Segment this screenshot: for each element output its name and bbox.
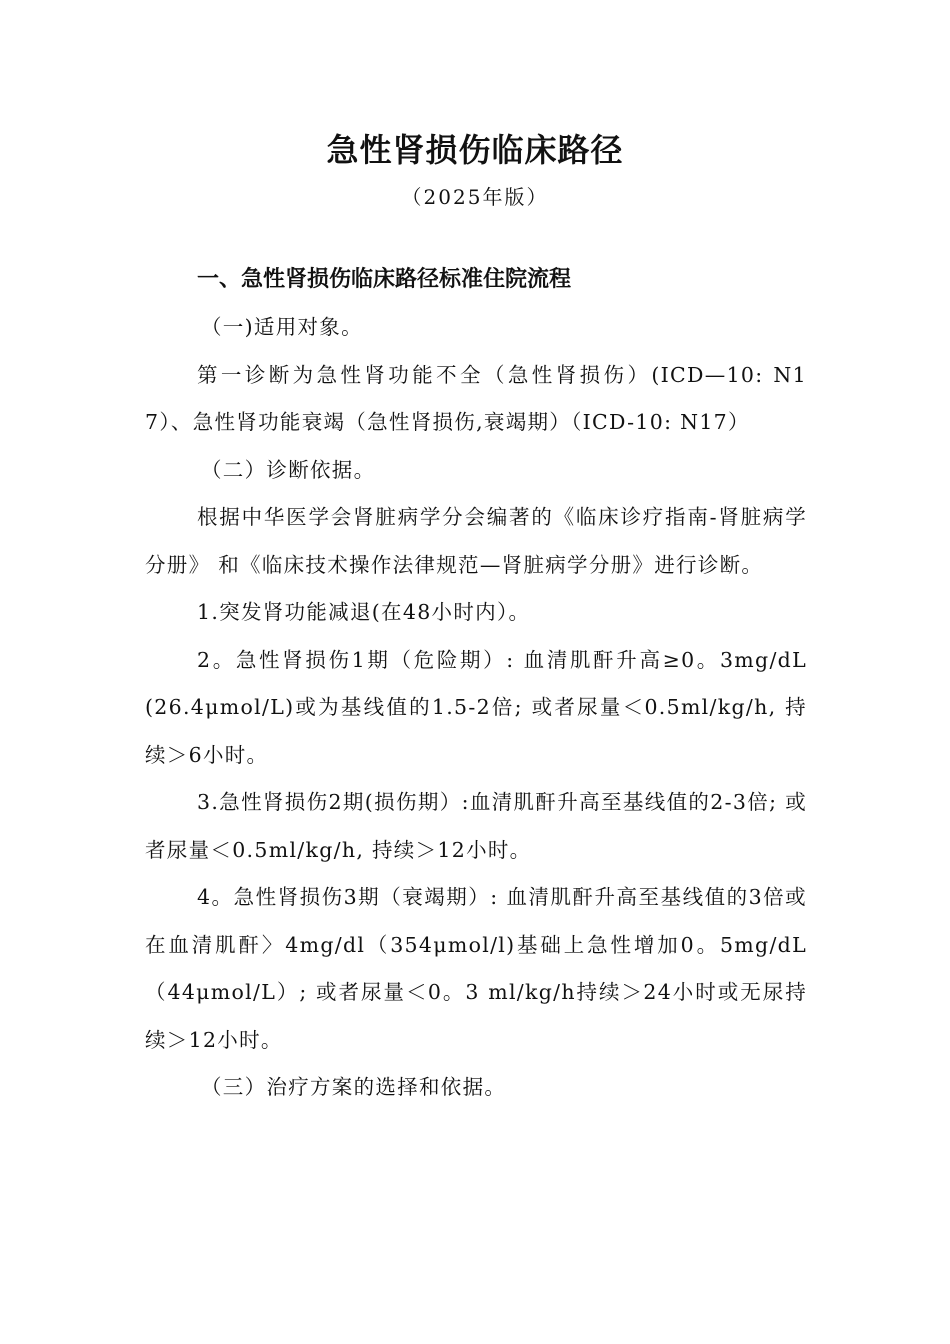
subsection-heading-treatment-plan: （三）治疗方案的选择和依据。 — [201, 1075, 507, 1099]
criteria-item: 4。急性肾损伤3期（衰竭期）: 血清肌酐升高至基线值的3倍或在血清肌酐〉4mg/dl（354μmol/l)基础上急性增加0。5mg/dL（44μmol/L）; 或者尿量＜0。3 ml/kg/h持续＞24小时或无尿持续＞12小时。 — [145, 885, 807, 1052]
criteria-item: 1.突发肾功能减退(在48小时内）。 — [197, 600, 531, 624]
section-heading: 一、急性肾损伤临床路径标准住院流程 — [197, 267, 572, 292]
criteria-item: 3.急性肾损伤2期(损伤期）:血清肌酐升高至基线值的2-3倍; 或者尿量＜0.5ml/kg/h, 持续＞12小时。 — [145, 790, 807, 862]
diagnosis-scope-paragraph: 第一诊断为急性肾功能不全（急性肾损伤）(ICD—10: N17）、急性肾功能衰竭（急性肾损伤,衰竭期）（ICD-10: N17） — [145, 362, 807, 434]
document-body — [145, 260, 807, 1112]
subsection-heading-diagnostic-basis: （二）诊断依据。 — [201, 457, 376, 482]
document-edition: （2025年版） — [401, 185, 549, 209]
criteria-item: 2。急性肾损伤1期（危险期）: 血清肌酐升高≥0。3mg/dL (26.4μmol/L)或为基线值的1.5-2倍; 或者尿量＜0.5ml/kg/h, 持续＞6小时。 — [145, 647, 807, 767]
subsection-heading-applicable-objects: （一)适用对象。 — [201, 315, 363, 339]
diagnostic-basis-paragraph: 根据中华医学会肾脏病学分会编著的《临床诊疗指南-肾脏病学分册》 和《临床技术操作法律规范—肾脏病学分册》进行诊断。 — [145, 505, 807, 577]
document-title: 急性肾损伤临床路径 — [326, 131, 624, 169]
